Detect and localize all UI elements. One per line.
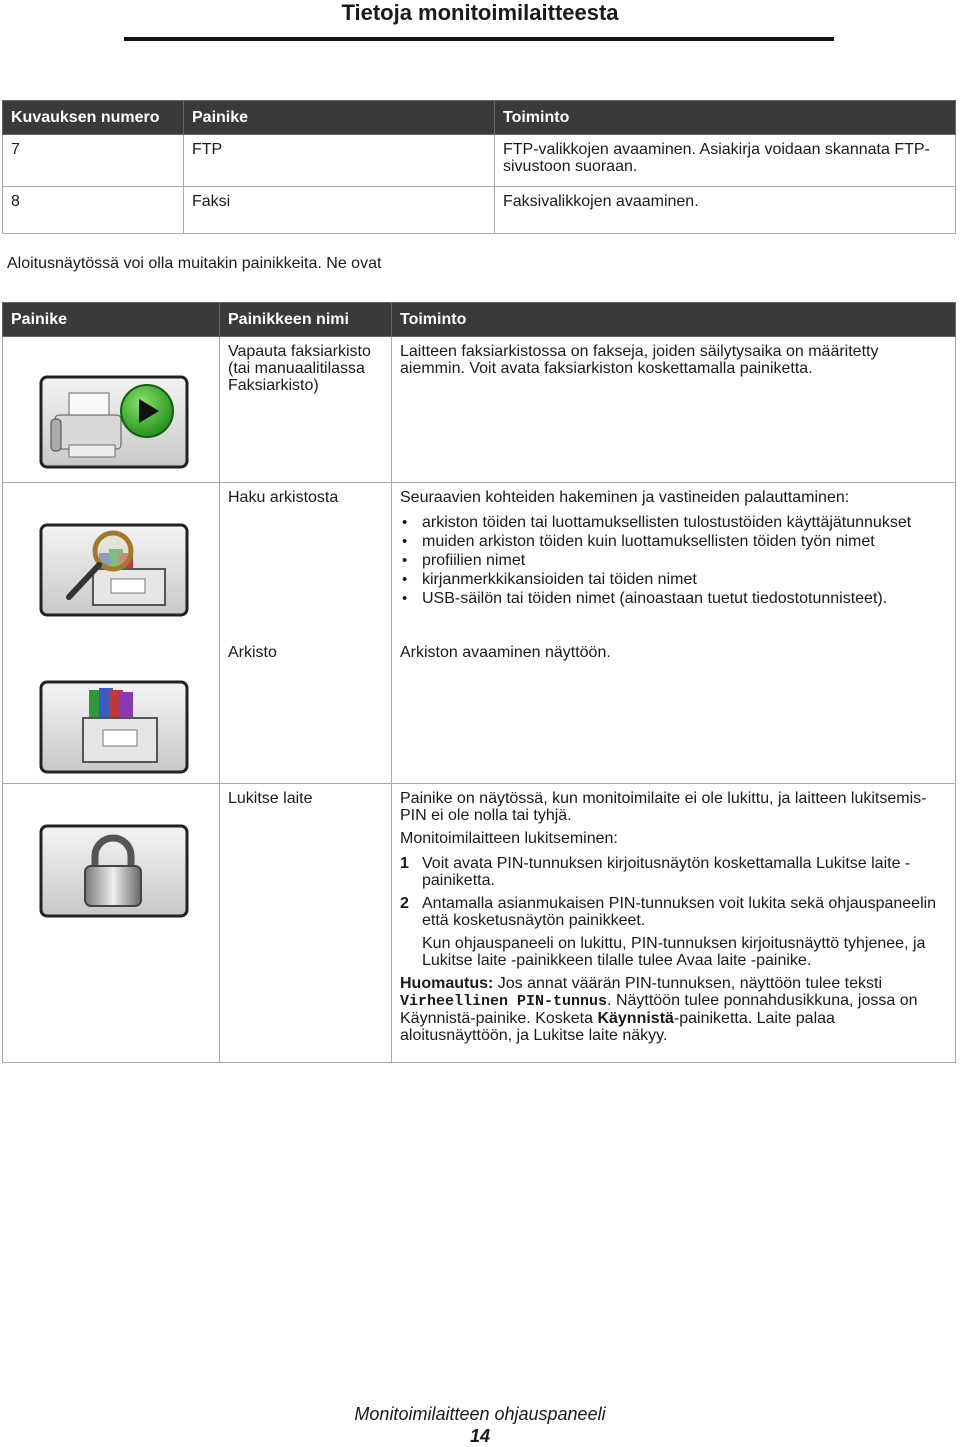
table-row (3, 187, 956, 234)
list-item (400, 895, 947, 929)
lock-steps-list (400, 855, 947, 929)
table-row-search-archive (3, 483, 956, 638)
note-text-c: -painiketta. Laite palaa aloitusnäyttöön, ja Lukitse laite näkyy. (400, 1010, 835, 1044)
cell-function: FTP-valikkojen avaaminen. Asiakirja voidaan skannata FTP-sivustoon suoraan. (495, 135, 956, 187)
cell-button-name: Haku arkistosta (220, 483, 392, 638)
search-criteria-list (400, 514, 947, 607)
cell-button-name: Vapauta faksiarkisto (tai manuaalitilassa Faksiarkisto) (220, 337, 392, 483)
cell-function: Faksivalikkojen avaaminen. (495, 187, 956, 234)
note-text-b: . Näyttöön tulee ponnahdusikkuna, jossa on Käynnistä-painike. Kosketa (400, 992, 918, 1027)
cell-number: 8 (3, 187, 184, 234)
header-description-number: Kuvauksen numero (3, 101, 184, 135)
header-function: Toiminto (392, 303, 956, 337)
lock-description: Painike on näytössä, kun monitoimilaite ei ole lukittu, ja laitteen lukitsemis-PIN ei ole nolla tai tyhjä. (400, 790, 927, 824)
header-button-name: Painikkeen nimi (220, 303, 392, 337)
page-number: 14 (469, 1426, 491, 1446)
cell-button: Faksi (184, 187, 495, 234)
list-item: • kirjanmerkkikansioiden tai töiden nimet (400, 571, 947, 588)
lock-steps-heading: Monitoimilaitteen lukitseminen: (400, 830, 618, 847)
cell-number: 7 (3, 135, 184, 187)
header-button: Painike (184, 101, 495, 135)
page-title: Tietoja monitoimilaitteesta (341, 0, 619, 25)
cell-function: Laitteen faksiarkistossa on fakseja, joiden säilytysaika on määritetty aiemmin. Voit avata faksiarkiston koskettamalla painiketta. (392, 337, 956, 483)
padlock-icon (39, 824, 189, 918)
cell-function: Arkiston avaaminen näyttöön. (392, 638, 956, 784)
table-header-row (3, 101, 956, 135)
cell-function (392, 784, 956, 1063)
cell-button-name: Lukitse laite (220, 784, 392, 1063)
header-button: Painike (3, 303, 220, 337)
table-row (3, 135, 956, 187)
step-text: Voit avata PIN-tunnuksen kirjoitusnäytön koskettamalla Lukitse laite -painiketta. (422, 855, 911, 889)
step-number: 2 (400, 895, 409, 912)
search-function-intro: Seuraavien kohteiden hakeminen ja vastineiden palauttaminen: (400, 489, 850, 506)
cell-function (392, 483, 956, 638)
home-screen-buttons-table (2, 302, 956, 1063)
step-number: 1 (400, 855, 409, 872)
table-row-lock-device (3, 784, 956, 1063)
table-row-fax-release (3, 337, 956, 483)
list-item: • muiden arkiston töiden kuin luottamuksellisten töiden työn nimet (400, 533, 947, 550)
cell-icon (3, 638, 220, 784)
list-item (400, 855, 947, 889)
header-function: Toiminto (495, 101, 956, 135)
footer-section-title: Monitoimilaitteen ohjauspaneeli (354, 1404, 606, 1424)
list-item: • USB-säilön tai töiden nimet (ainoastaan tuetut tiedostotunnisteet). (400, 590, 947, 607)
table-header-row (3, 303, 956, 337)
list-item: • arkiston töiden tai luottamuksellisten tulostustöiden käyttäjätunnukset (400, 514, 947, 531)
cell-icon (3, 784, 220, 1063)
step-text: Antamalla asianmukaisen PIN-tunnuksen voit lukita sekä ohjauspaneelin että kosketusnäytön painikkeet. (422, 895, 937, 929)
cell-button: FTP (184, 135, 495, 187)
archive-box-icon (39, 680, 189, 774)
fax-machine-icon (39, 375, 189, 469)
step-note: Kun ohjauspaneeli on lukittu, PIN-tunnuksen kirjoitusnäyttö tyhjenee, ja Lukitse laite -painikkeen tilalle tulee Avaa laite -painike. (422, 935, 926, 969)
error-message-code: Virheellinen PIN-tunnus (400, 993, 608, 1010)
note-paragraph (400, 975, 947, 1044)
cell-icon (3, 337, 220, 483)
start-button-name: Käynnistä (597, 1010, 674, 1027)
intro-text: Aloitusnäytössä voi olla muitakin painikkeita. Ne ovat (7, 255, 382, 272)
table-row-archive (3, 638, 956, 784)
magnifier-archive-icon (39, 523, 189, 617)
note-label: Huomautus: (400, 975, 494, 992)
list-item: • profiilien nimet (400, 552, 947, 569)
title-rule (124, 37, 834, 41)
button-description-table (2, 100, 956, 234)
note-text-a: Jos annat väärän PIN-tunnuksen, näyttöön tulee teksti (493, 975, 883, 992)
cell-button-name: Arkisto (220, 638, 392, 784)
cell-icon (3, 483, 220, 638)
